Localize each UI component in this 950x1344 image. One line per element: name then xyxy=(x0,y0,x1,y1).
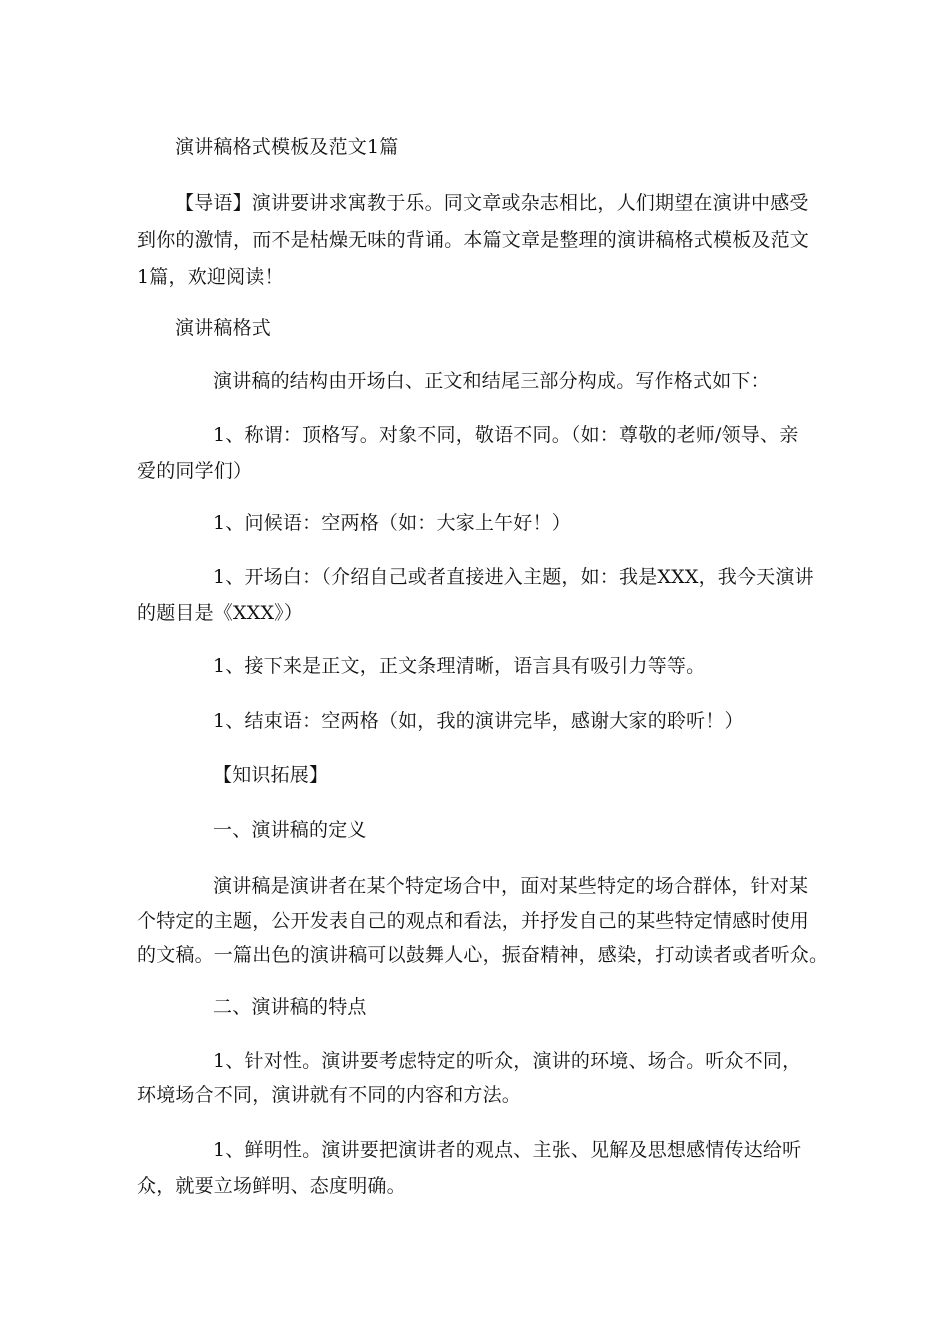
definition-title: 一、演讲稿的定义 xyxy=(213,819,367,841)
intro-line-3: 1篇，欢迎阅读！ xyxy=(137,266,284,288)
definition-line-1: 演讲稿是演讲者在某个特定场合中，面对某些特定的场合群体，针对某 xyxy=(213,875,809,897)
greeting-item: 1、问候语：空两格（如：大家上午好！） xyxy=(213,512,571,534)
knowledge-title: 【知识拓展】 xyxy=(213,764,329,786)
closing-item: 1、结束语：空两格（如，我的演讲完毕，感谢大家的聆听！） xyxy=(213,710,744,732)
definition-line-3: 的文稿。一篇出色的演讲稿可以鼓舞人心，振奋精神，感染，打动读者或者听众。 xyxy=(137,944,829,966)
definition-line-2: 个特定的主题，公开发表自己的观点和看法，并抒发自己的某些特定情感时使用 xyxy=(137,910,810,932)
salutation-line-1: 1、称谓：顶格写。对象不同，敬语不同。（如：尊敬的老师/领导、亲 xyxy=(213,424,799,446)
salutation-line-2: 爱的同学们） xyxy=(137,460,253,482)
intro-line-2: 到你的激情，而不是枯燥无味的背诵。本篇文章是整理的演讲稿格式模板及范文 xyxy=(137,229,810,251)
distinct-line-1: 1、鲜明性。演讲要把演讲者的观点、主张、见解及思想感情传达给听 xyxy=(213,1139,802,1161)
opening-line-2: 的题目是《XXX》） xyxy=(137,602,304,624)
structure-text: 演讲稿的结构由开场白、正文和结尾三部分构成。写作格式如下： xyxy=(213,370,770,392)
intro-line-1: 【导语】演讲要讲求寓教于乐。同文章或杂志相比，人们期望在演讲中感受 xyxy=(175,192,809,214)
targeted-line-1: 1、针对性。演讲要考虑特定的听众，演讲的环境、场合。听众不同， xyxy=(213,1050,802,1072)
features-title: 二、演讲稿的特点 xyxy=(213,996,367,1018)
opening-line-1: 1、开场白：（介绍自己或者直接进入主题，如：我是XXX，我今天演讲 xyxy=(213,566,814,588)
document-title: 演讲稿格式模板及范文1篇 xyxy=(175,136,399,158)
body-item: 1、接下来是正文，正文条理清晰，语言具有吸引力等等。 xyxy=(213,655,706,677)
section-format-title: 演讲稿格式 xyxy=(175,317,272,339)
distinct-line-2: 众，就要立场鲜明、态度明确。 xyxy=(137,1175,406,1197)
targeted-line-2: 环境场合不同，演讲就有不同的内容和方法。 xyxy=(137,1084,522,1106)
